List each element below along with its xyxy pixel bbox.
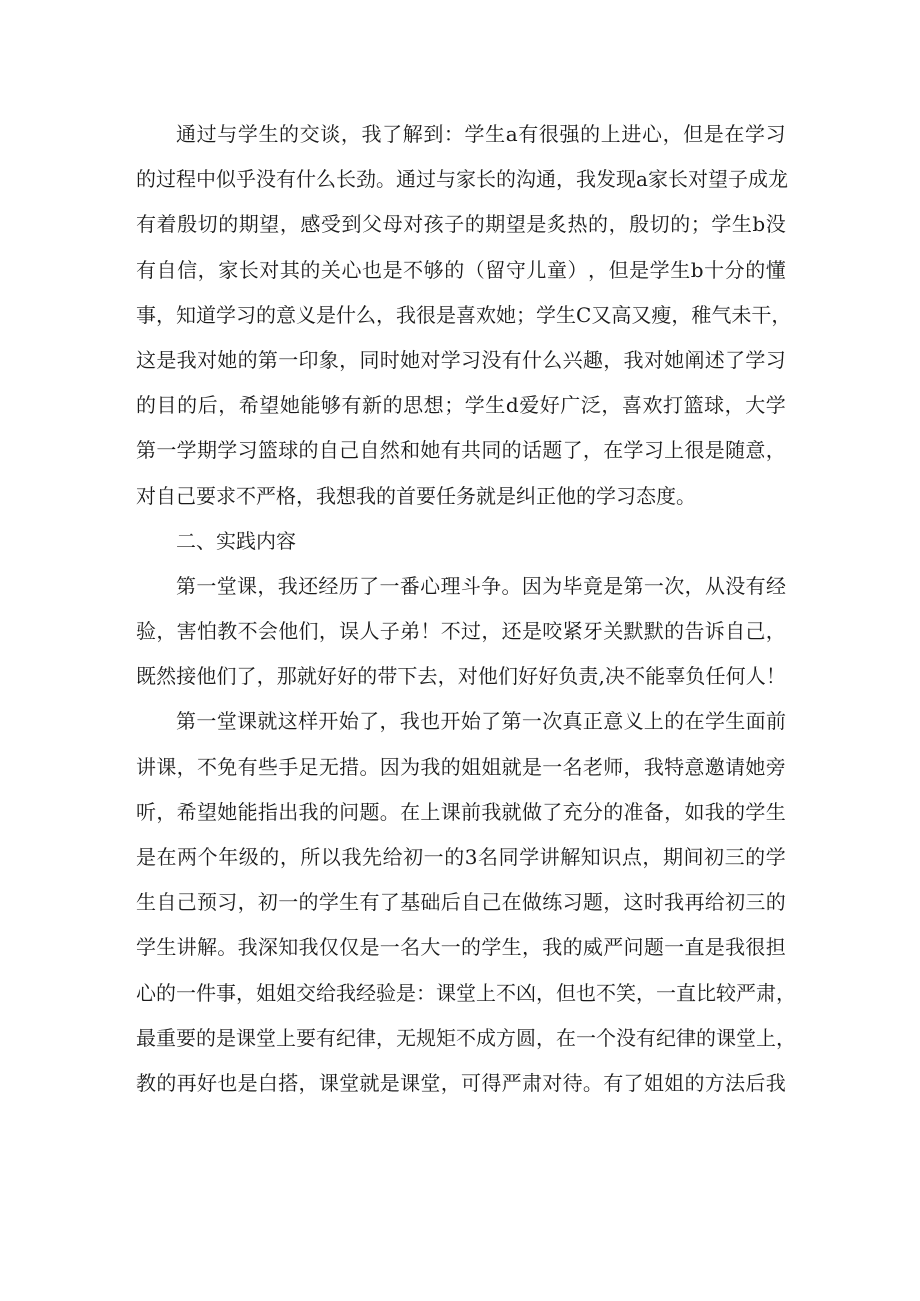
text-line: 第 一 堂 课 就 这 样 开 始 了 ， 我 也 开 始 了 第 一 次 真 正 意 义 上 的 在 学 生 面 前 xyxy=(176,709,786,734)
text-line: 讲 课 ， 不 免 有 些 手 足 无 措 。 因 为 我 的 姐 姐 就 是 一 名 老 师 ， 我 特 意 邀 请 她 旁 xyxy=(136,754,786,779)
text-line: 的 目 的 后 ， 希 望 她 能 够 有 新 的 思 想 ； 学 生 d 爱 好 广 泛 ， 喜 欢 打 篮 球 ， 大 学 xyxy=(136,393,786,418)
section-heading xyxy=(136,519,786,564)
text-line: 的 过 程 中 似 乎 没 有 什 么 长 劲 。 通 过 与 家 长 的 沟 通 ， 我 发 现 a 家 长 对 望 子 成 龙 xyxy=(136,167,788,192)
text-line: 有 自 信 ， 家 长 对 其 的 关 心 也 是 不 够 的 （ 留 守 儿 童 ） ， 但 是 学 生 b 十 分 的 懂 xyxy=(136,257,786,282)
text-line: 生 自 己 预 习 ， 初 一 的 学 生 有 了 基 础 后 自 己 在 做 练 习 题 ， 这 时 我 再 给 初 三 的 xyxy=(136,890,786,915)
text-line: 验 ， 害 怕 教 不 会 他 们 ， 误 人 子 弟 ！ 不 过 ， 还 是 咬 紧 牙 关 默 默 的 告 诉 自 己 ， xyxy=(136,619,786,644)
text-line: 有 着 殷 切 的 期 望 ， 感 受 到 父 母 对 孩 子 的 期 望 是 炙 热 的 ， 殷 切 的 ； 学 生 b 没 xyxy=(136,212,786,237)
text-line: 最 重 要 的 是 课 堂 上 要 有 纪 律 ， 无 规 矩 不 成 方 圆 ， 在 一 个 没 有 纪 律 的 课 堂 上 ， xyxy=(136,1025,796,1050)
text-line: 第 一 学 期 学 习 篮 球 的 自 己 自 然 和 她 有 共 同 的 话 题 了 ， 在 学 习 上 很 是 随 意 ， xyxy=(136,438,786,463)
text-line: 听 ， 希 望 她 能 指 出 我 的 问 题 。 在 上 课 前 我 就 做 了 充 分 的 准 备 ， 如 我 的 学 生 xyxy=(136,799,786,824)
text-line xyxy=(136,474,786,519)
text-line: 教 的 再 好 也 是 白 搭 ， 课 堂 就 是 课 堂 ， 可 得 严 肃 对 待 。 有 了 姐 姐 的 方 法 后 我 xyxy=(136,1070,786,1095)
line-text: 对自己要求不严格，我想我的首要任务就是纠正他的学习态度。 xyxy=(136,483,696,508)
text-line: 是 在 两 个 年 级 的 ， 所 以 我 先 给 初 一 的 3 名 同 学 讲 解 知 识 点 ， 期 间 初 三 的 学 xyxy=(136,845,786,869)
text-line: 心 的 一 件 事 ， 姐 姐 交 给 我 经 验 是 ： 课 堂 上 不 凶 ， 但 也 不 笑 ， 一 直 比 较 严 肃 ， xyxy=(136,980,796,1005)
line-text: 二、实践内容 xyxy=(176,528,296,553)
text-line: 学 生 讲 解 。 我 深 知 我 仅 仅 是 一 名 大 一 的 学 生 ， 我 的 威 严 问 题 一 直 是 我 很 担 xyxy=(136,935,786,960)
text-line: 既 然 接 他 们 了 ， 那 就 好 好 的 带 下 去 ， 对 他 们 好 好 负 责 , 决 不 能 辜 负 任 何 人 ！ xyxy=(136,664,786,689)
text-line: 通 过 与 学 生 的 交 谈 ， 我 了 解 到 ： 学 生 a 有 很 强 的 上 进 心 ， 但 是 在 学 习 xyxy=(176,122,786,146)
text-line: 第 一 堂 课 ， 我 还 经 历 了 一 番 心 理 斗 争 。 因 为 毕 竟 是 第 一 次 ， 从 没 有 经 xyxy=(176,573,786,598)
document-body xyxy=(136,112,796,1106)
text-line: 这 是 我 对 她 的 第 一 印 象 ， 同 时 她 对 学 习 没 有 什 么 兴 趣 ， 我 对 她 阐 述 了 学 习 xyxy=(136,347,786,372)
text-line: 事 ， 知 道 学 习 的 意 义 是 什 么 ， 我 很 是 喜 欢 她 ； 学 生 C 又 高 又 瘦 ， 稚 气 未 干 ， xyxy=(136,302,792,327)
